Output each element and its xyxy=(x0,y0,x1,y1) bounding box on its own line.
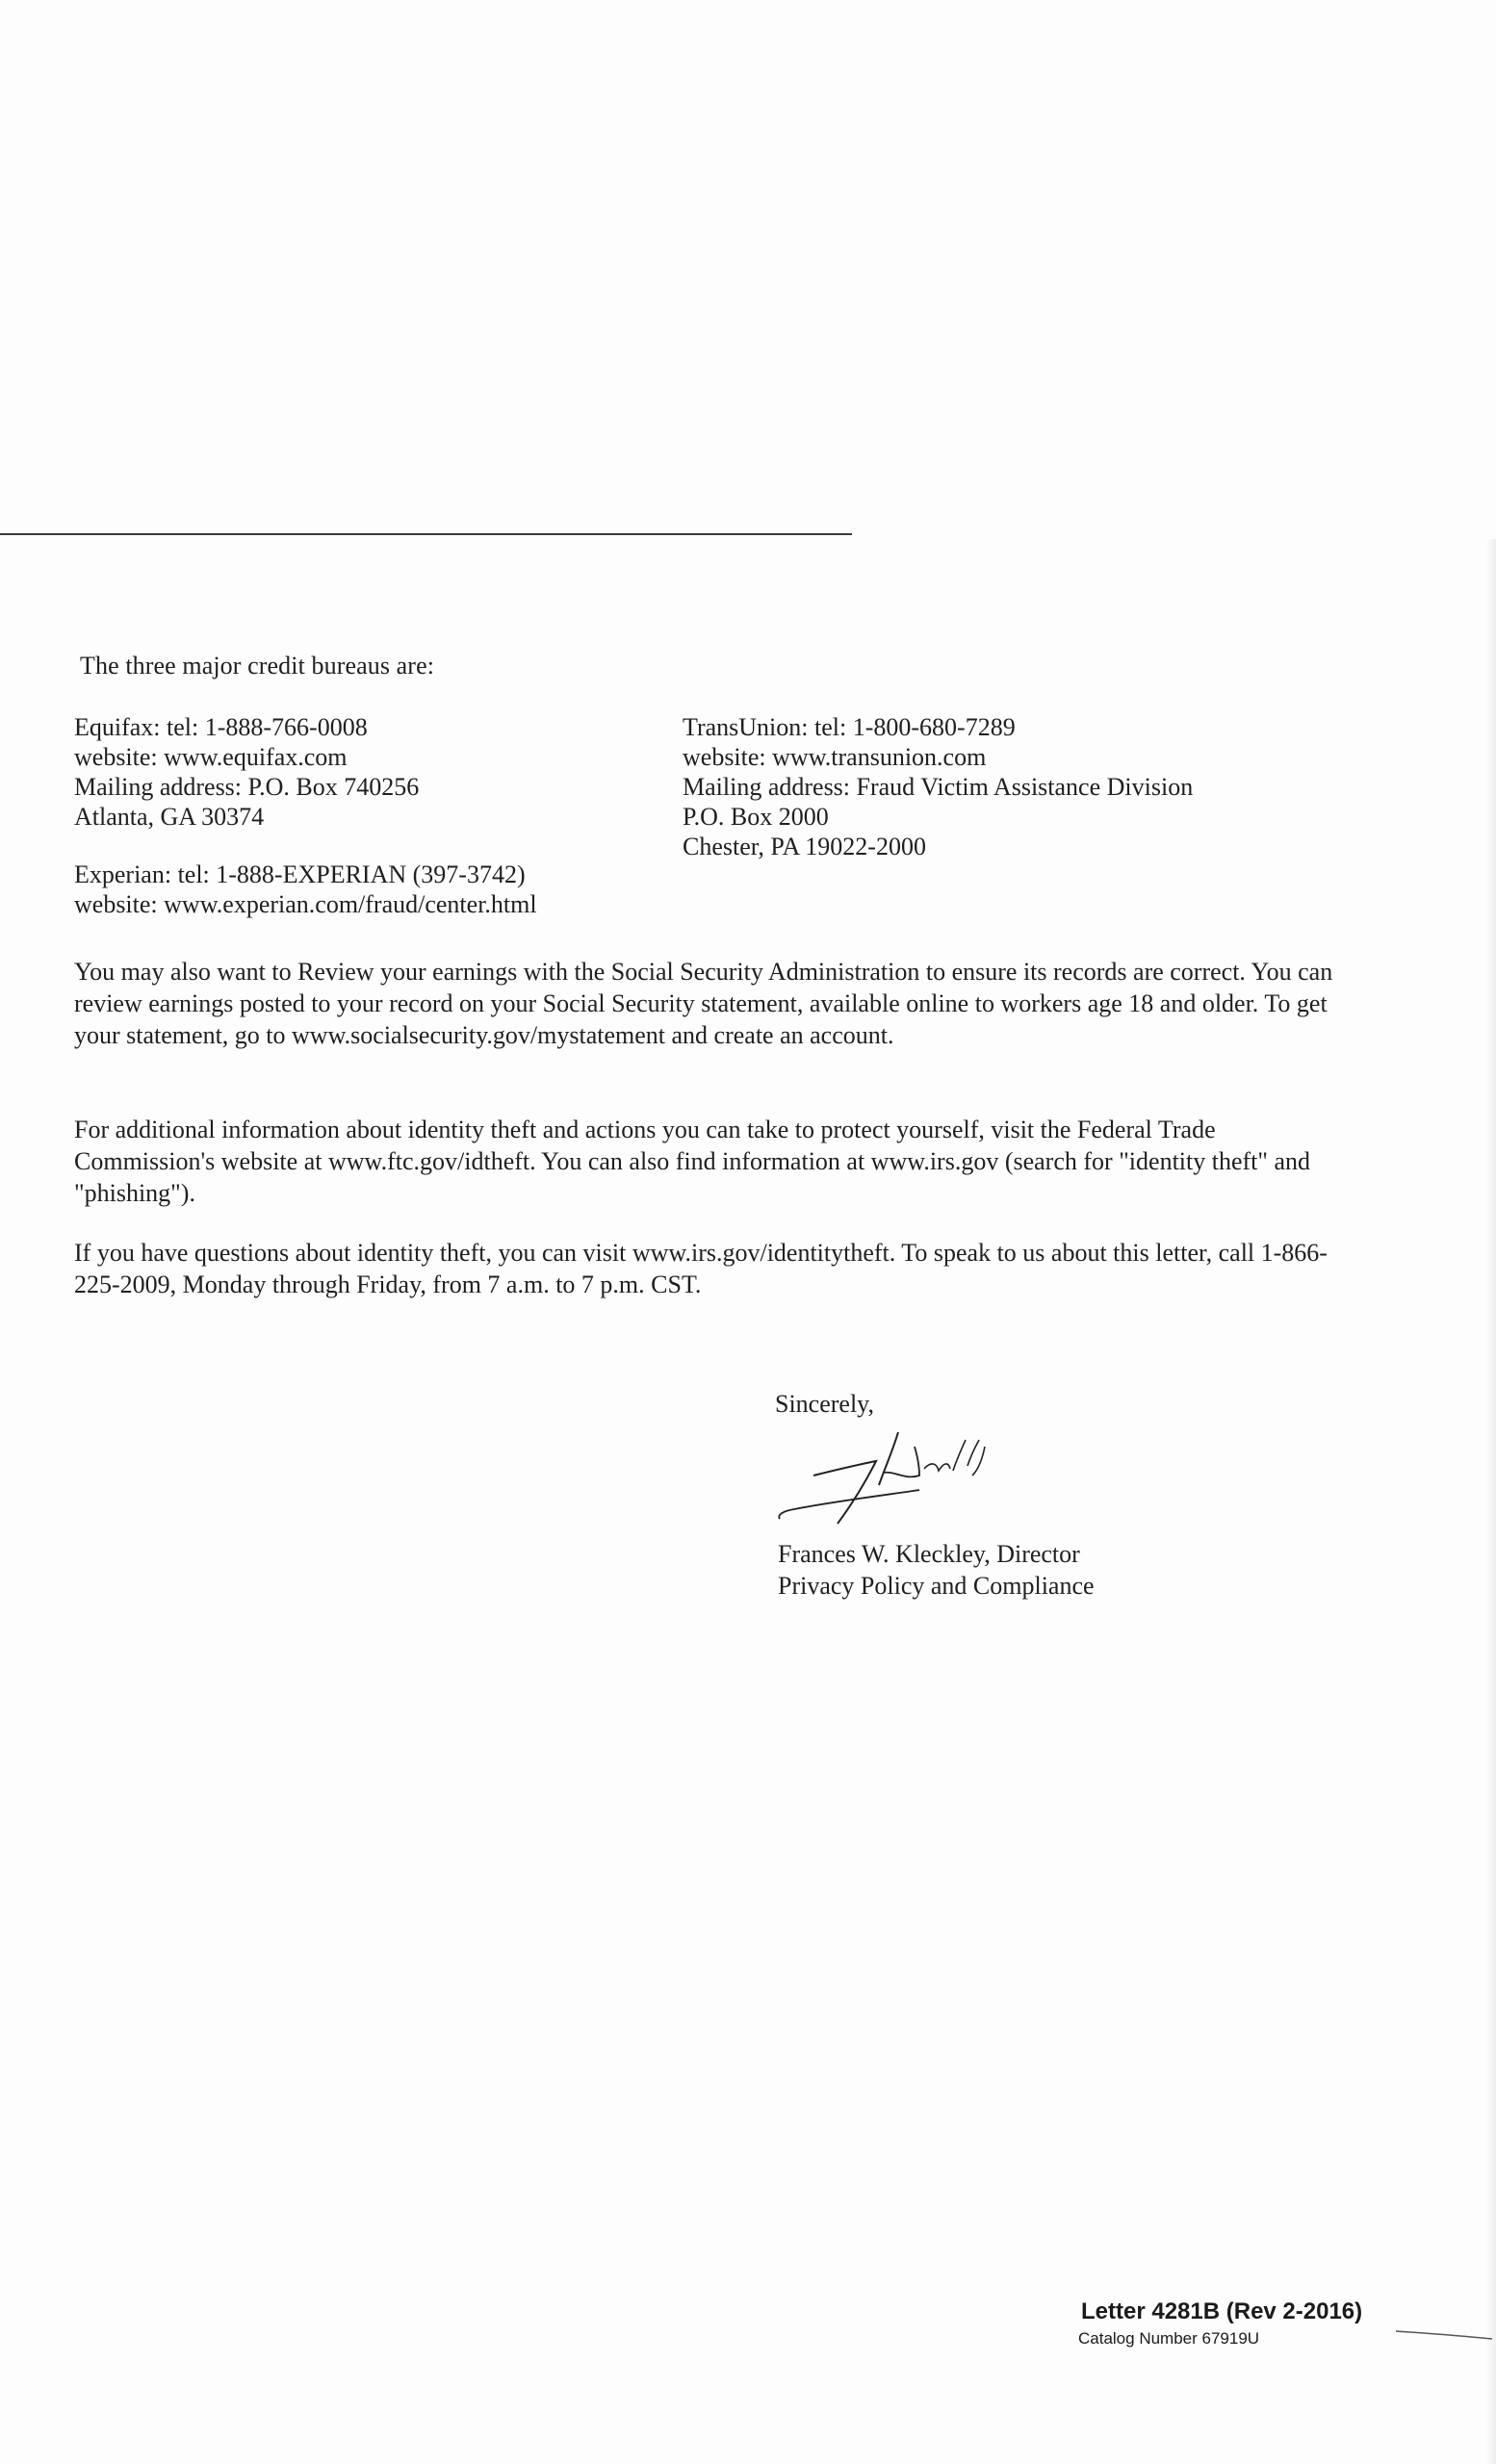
transunion-phone: TransUnion: tel: 1-800-680-7289 xyxy=(683,713,1016,741)
closing-salutation: Sincerely, xyxy=(775,1390,874,1418)
transunion-mailing-address: Mailing address: Fraud Victim Assistance Division xyxy=(683,773,1194,801)
top-divider-line xyxy=(0,533,852,535)
transunion-block xyxy=(683,712,1193,861)
form-number: Letter 4281B (Rev 2-2016) xyxy=(1081,2298,1363,2324)
handwritten-signature xyxy=(775,1423,1045,1533)
transunion-po-box: P.O. Box 2000 xyxy=(683,803,829,831)
social-security-paragraph: You may also want to Review your earnings with the Social Security Administration to ensure its records are correct. You can review earnings posted to your record on your Social Security statement, available online to workers age 18 and older. To get your statement, go to www.socialsecurity.gov/mystatement and create an account. xyxy=(74,958,1333,1049)
edge-mark xyxy=(1396,2327,1492,2347)
transunion-city: Chester, PA 19022-2000 xyxy=(683,833,926,860)
catalog-number: Catalog Number 67919U xyxy=(1078,2329,1260,2348)
bureaus-intro: The three major credit bureaus are: xyxy=(80,652,435,680)
signer-name: Frances W. Kleckley, Director xyxy=(778,1540,1080,1568)
page-edge-shadow xyxy=(1486,539,1496,2464)
equifax-mailing-address: Mailing address: P.O. Box 740256 xyxy=(74,773,420,801)
signer-block xyxy=(778,1538,1095,1602)
contact-paragraph: If you have questions about identity theft, you can visit www.irs.gov/identitytheft. To speak to us about this letter, call 1-866-225-2009, Monday through Friday, from 7 a.m. to 7 p.m. CST. xyxy=(74,1239,1328,1298)
equifax-phone: Equifax: tel: 1-888-766-0008 xyxy=(74,713,368,741)
experian-phone: Experian: tel: 1-888-EXPERIAN (397-3742) xyxy=(74,860,526,888)
equifax-block xyxy=(74,712,419,832)
transunion-website: website: www.transunion.com xyxy=(683,743,987,771)
equifax-website: website: www.equifax.com xyxy=(74,743,348,771)
signer-office: Privacy Policy and Compliance xyxy=(778,1572,1095,1600)
equifax-city: Atlanta, GA 30374 xyxy=(74,803,265,831)
experian-website: website: www.experian.com/fraud/center.html xyxy=(74,890,537,918)
experian-block xyxy=(74,860,537,919)
ftc-paragraph: For additional information about identity theft and actions you can take to protect yourself, visit the Federal Trade Commission's website at www.ftc.gov/idtheft. You can also find information at www.irs.gov (search for "identity theft" and "phishing"). xyxy=(74,1116,1311,1207)
